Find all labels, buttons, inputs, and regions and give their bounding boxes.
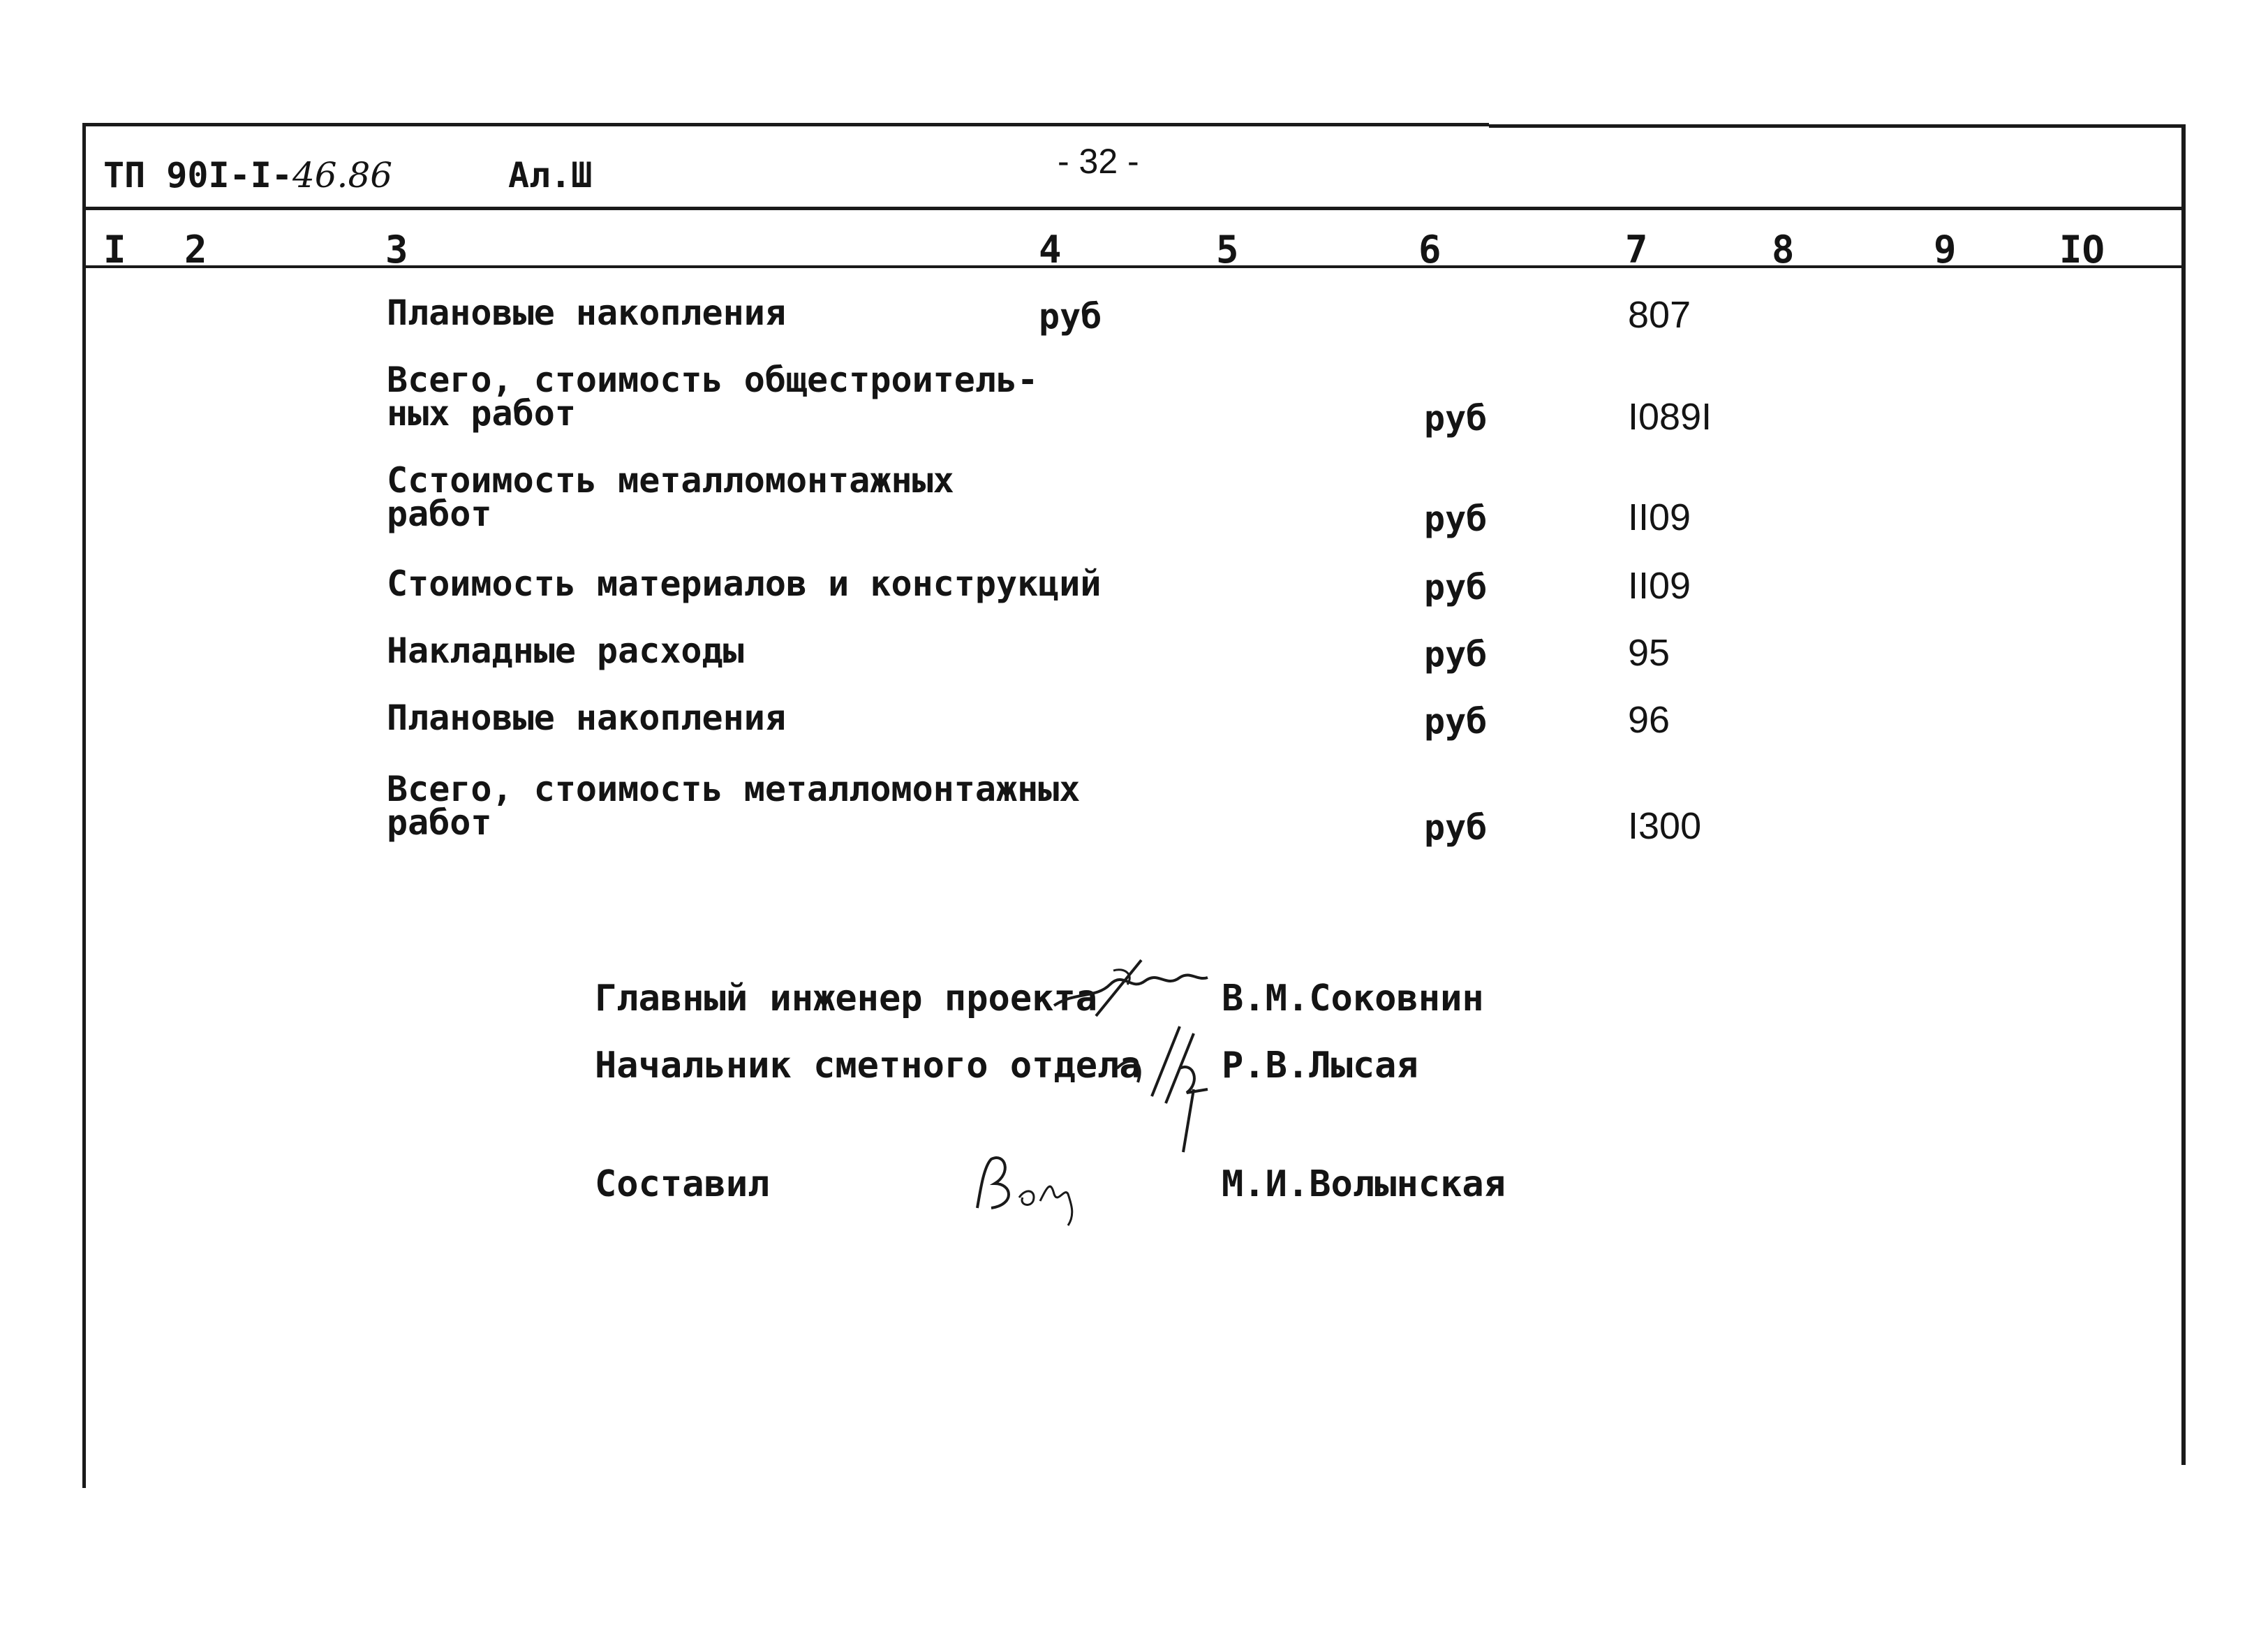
column-number-1: I — [103, 228, 126, 272]
chief-engineer-name: В.М.Соковнин — [1222, 978, 1484, 1019]
row-1-unit: руб — [1039, 296, 1102, 337]
row-6-unit: руб — [1424, 701, 1488, 742]
compiler-signature — [963, 1145, 1103, 1229]
column-number-7: 7 — [1625, 228, 1648, 272]
column-number-6: 6 — [1418, 228, 1441, 272]
column-number-4: 4 — [1039, 228, 1062, 272]
row-1-description — [387, 293, 786, 333]
row-4-value: II09 — [1628, 565, 1691, 607]
document-code-typed: ТП 90I-I- — [103, 155, 292, 196]
row-3-line-1: Сстоимость металломонтажных — [387, 460, 954, 501]
page-number: - 32 - — [1058, 142, 1139, 181]
column-number-9: 9 — [1934, 228, 1957, 272]
frame-right-border — [2181, 124, 2186, 1465]
row-7-value: I300 — [1628, 805, 1702, 847]
row-6-line-1: Плановые накопления — [387, 698, 786, 738]
row-7-line-1: Всего, стоимость металломонтажных — [387, 769, 1081, 809]
frame-left-border — [82, 123, 86, 1488]
row-6-description — [387, 698, 786, 738]
row-4-unit: руб — [1424, 567, 1488, 607]
estimate-department-head-title: Начальник сметного отдела — [595, 1045, 1141, 1087]
row-6-value: 96 — [1628, 699, 1670, 741]
row-2-line-2: ных работ — [387, 393, 576, 434]
document-code-handwritten: 46.86 — [292, 155, 393, 196]
chief-engineer-title: Главный инженер проекта — [595, 978, 1098, 1019]
column-number-3: 3 — [385, 228, 408, 272]
row-1-value: 807 — [1628, 294, 1691, 336]
row-3-line-2: работ — [387, 494, 492, 534]
album-label: Ал.Ш — [508, 155, 593, 196]
document-code — [103, 155, 392, 196]
row-4-description — [387, 563, 1102, 604]
row-5-value: 95 — [1628, 632, 1670, 674]
estimate-department-head-name: Р.В.Лысая — [1222, 1045, 1418, 1087]
row-2-value: I089I — [1628, 396, 1712, 438]
row-7-unit: руб — [1424, 807, 1488, 848]
compiler-name: М.И.Волынская — [1222, 1163, 1506, 1205]
row-5-description — [387, 631, 744, 671]
row-5-unit: руб — [1424, 634, 1488, 675]
row-2-description — [387, 360, 1039, 434]
department-head-signature — [1089, 1012, 1229, 1166]
row-1-line-1: Плановые накопления — [387, 293, 786, 333]
row-3-unit: руб — [1424, 499, 1488, 539]
row-4-line-1: Стоимость материалов и конструкций — [387, 563, 1102, 604]
column-number-2: 2 — [184, 228, 207, 272]
row-2-unit: руб — [1424, 398, 1488, 439]
compiler-title: Составил — [595, 1163, 770, 1205]
column-number-5: 5 — [1216, 228, 1239, 272]
frame-top-border — [82, 123, 1489, 126]
column-number-8: 8 — [1772, 228, 1795, 272]
row-3-description — [387, 460, 954, 534]
row-2-line-1: Всего, стоимость общестроитель- — [387, 360, 1039, 400]
row-5-line-1: Накладные расходы — [387, 631, 744, 671]
row-7-description — [387, 769, 1081, 843]
header-divider — [82, 207, 2186, 210]
frame-top-border-right — [1489, 124, 2185, 128]
row-7-line-2: работ — [387, 802, 492, 843]
column-number-10: IO — [2059, 228, 2105, 272]
row-3-value: II09 — [1628, 496, 1691, 538]
